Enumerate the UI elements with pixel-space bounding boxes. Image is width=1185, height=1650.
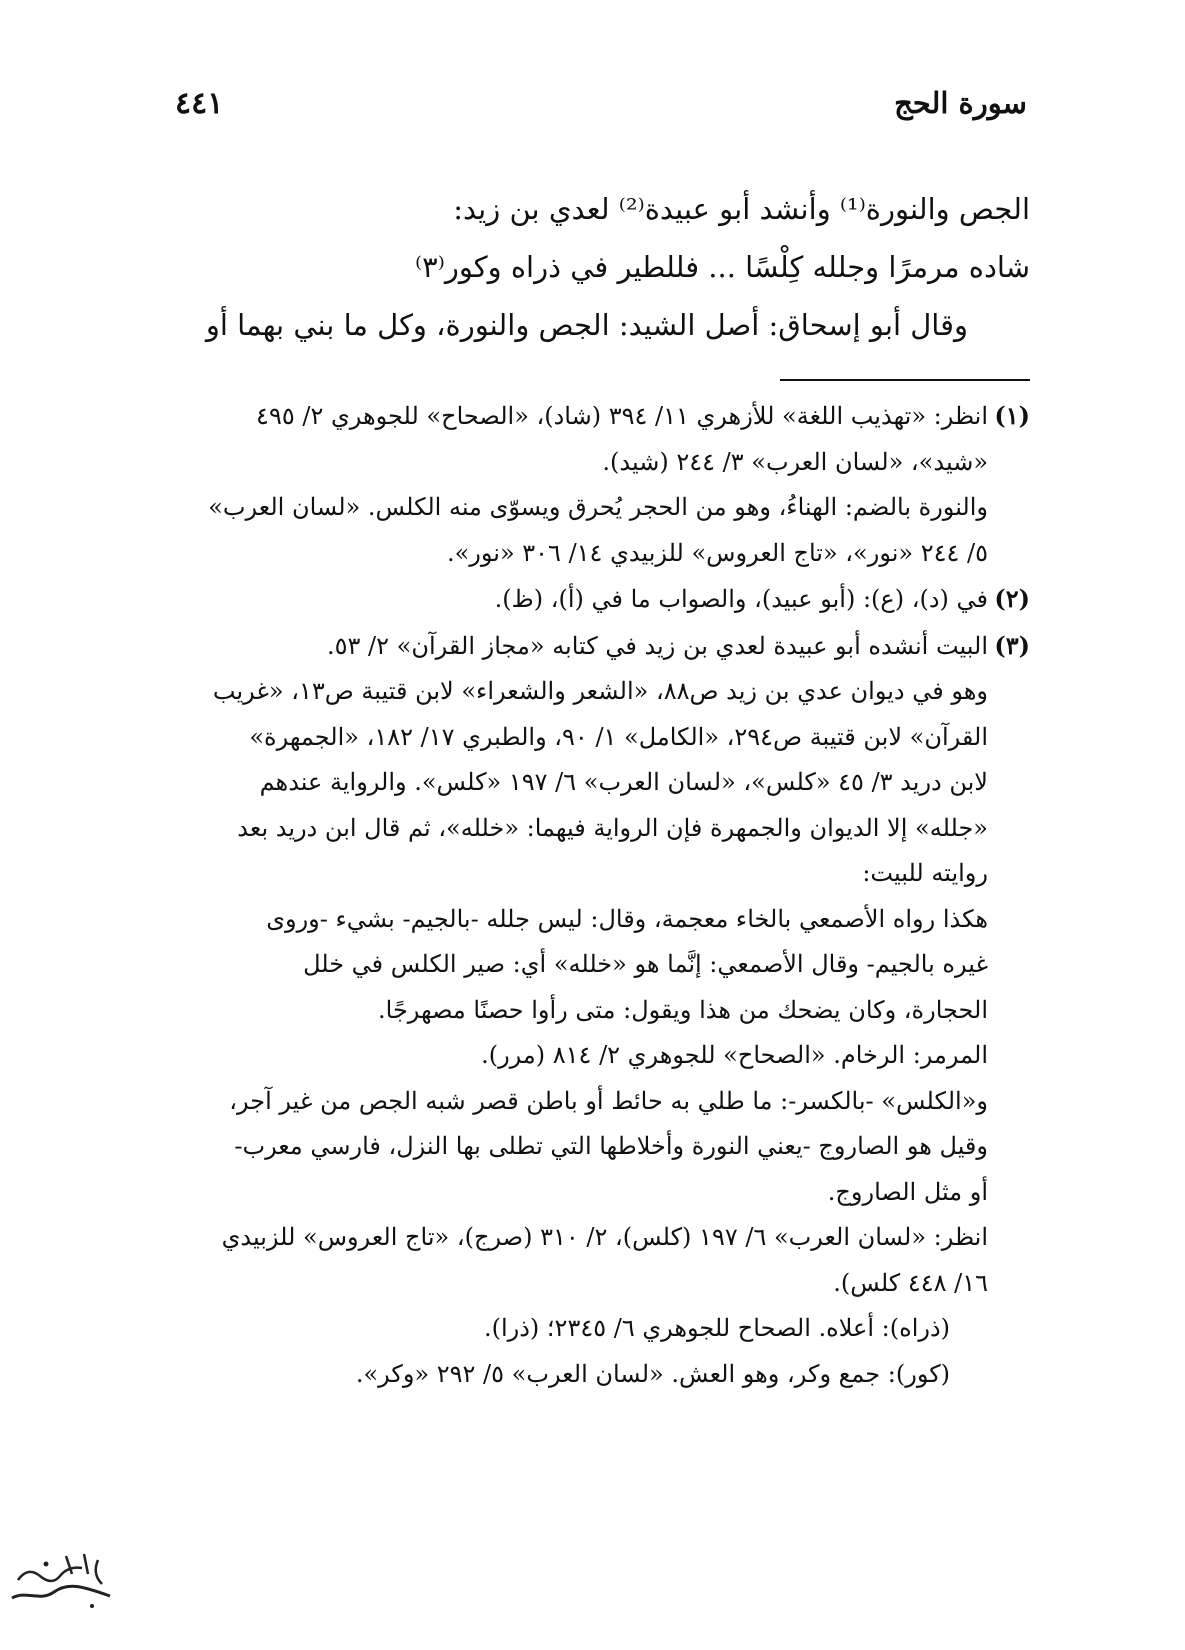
footnote-3 — [150, 623, 1030, 670]
watermark-stroke — [18, 1568, 82, 1581]
footnote-line: (كور): جمع وكر، وهو العش. «لسان العرب» ٥/ ٢٩٢ «وكر». — [355, 1359, 950, 1388]
footnote-line: روايته للبيت: — [862, 859, 988, 887]
footnote-line: وقيل هو الصاروج -يعني النورة وأخلاطها التي تطلى بها النزل، فارسي معرب- — [234, 1132, 988, 1160]
footnote-text: انظر: «تهذيب اللغة» للأزهري ١١/ ٣٩٤ (شاد)، «الصحاح» للجوهري ٢/ ٤٩٥ — [256, 402, 988, 430]
main-text — [150, 180, 1030, 354]
footnote-number: (٢) — [994, 584, 1030, 613]
footnote-line: «جلله» إلا الديوان والجمهرة فإن الرواية فيهما: «خلله»، ثم قال ابن دريد بعد — [237, 813, 988, 842]
footnote-separator — [780, 379, 1030, 381]
footnote-2 — [150, 576, 1030, 623]
footnote-number: (٣) — [994, 630, 1030, 660]
footnote-line: أو مثل الصاروج. — [827, 1177, 988, 1206]
footnote-line: «شيد»، «لسان العرب» ٣/ ٢٤٤ (شيد). — [602, 447, 988, 476]
footnote-line: ٥/ ٢٤٤ «نور»، «تاج العروس» للزبيدي ١٤/ ٣٠٦ «نور». — [446, 538, 988, 567]
watermark-logo — [6, 1546, 116, 1614]
footnote-line: و«الكلس» -بالكسر-: ما طلي به حائط أو باطن قصر شبه الجص من غير آجر، — [229, 1086, 988, 1115]
page-number: ٤٤١ — [175, 86, 224, 121]
main-line: وقال أبو إسحاق: أصل الشيد: الجص والنورة، وكل ما بني بهما أو — [205, 308, 968, 342]
footnote-line: هكذا رواه الأصمعي بالخاء معجمة، وقال: ليس جلله -بالجيم- بشيء -وروى — [266, 904, 988, 933]
watermark-stroke — [66, 1554, 102, 1584]
footnote-line: (ذراه): أعلاه. الصحاح للجوهري ٦/ ٢٣٤٥؛ (ذرا). — [483, 1314, 950, 1342]
watermark-stroke — [12, 1586, 110, 1598]
footnotes — [150, 393, 1030, 1397]
footnote-line: القرآن» لابن قتيبة ص٢٩٤، «الكامل» ١/ ٩٠، والطبري ١٧/ ١٨٢، «الجمهرة» — [249, 722, 988, 751]
footnote-line: غيره بالجيم- وقال الأصمعي: إنَّما هو «خلله» أي: صير الكلس في خلل — [303, 950, 988, 978]
footnote-line: المرمر: الرخام. «الصحاح» للجوهري ٢/ ٨١٤ (مرر). — [481, 1041, 988, 1069]
footnote-line: الحجارة، وكان يضحك من هذا ويقول: متى رأوا حصنًا مصهرجًا. — [378, 995, 988, 1024]
footnote-text: في (د)، (ع): (أبو عبيد)، والصواب ما في (أ)، (ظ). — [494, 585, 988, 613]
footnote-number: (١) — [994, 401, 1030, 430]
footnote-line: والنورة بالضم: الهناءُ، وهو من الحجر يُحرق ويسوّى منه الكلس. «لسان العرب» — [208, 493, 988, 521]
footnote-line: وهو في ديوان عدي بن زيد ص٨٨، «الشعر والشعراء» لابن قتيبة ص١٣، «غريب — [212, 677, 988, 705]
watermark-dot — [44, 1562, 49, 1567]
footnote-text: البيت أنشده أبو عبيدة لعدي بن زيد في كتابه «مجاز القرآن» ٢/ ٥٣. — [327, 631, 988, 660]
watermark-dot — [90, 1604, 94, 1608]
footnote-1 — [150, 393, 1030, 440]
poem-verse: شاده مرمرًا وجلله كِلْسًا ... فللطير في ذراه وكور⁽٣⁾ — [415, 250, 1030, 284]
footnote-line: ١٦/ ٤٤٨ كلس). — [833, 1268, 988, 1297]
main-line: الجص والنورة⁽¹⁾ وأنشد أبو عبيدة⁽²⁾ لعدي بن زيد: — [453, 192, 1030, 226]
footnote-line: لابن دريد ٣/ ٤٥ «كلس»، «لسان العرب» ٦/ ١٩٧ «كلس». والرواية عندهم — [259, 768, 988, 796]
footnote-line: انظر: «لسان العرب» ٦/ ١٩٧ (كلس)، ٢/ ٣١٠ (صرج)، «تاج العروس» للزبيدي — [221, 1223, 988, 1251]
surah-title: سورة الحج — [894, 86, 1027, 120]
